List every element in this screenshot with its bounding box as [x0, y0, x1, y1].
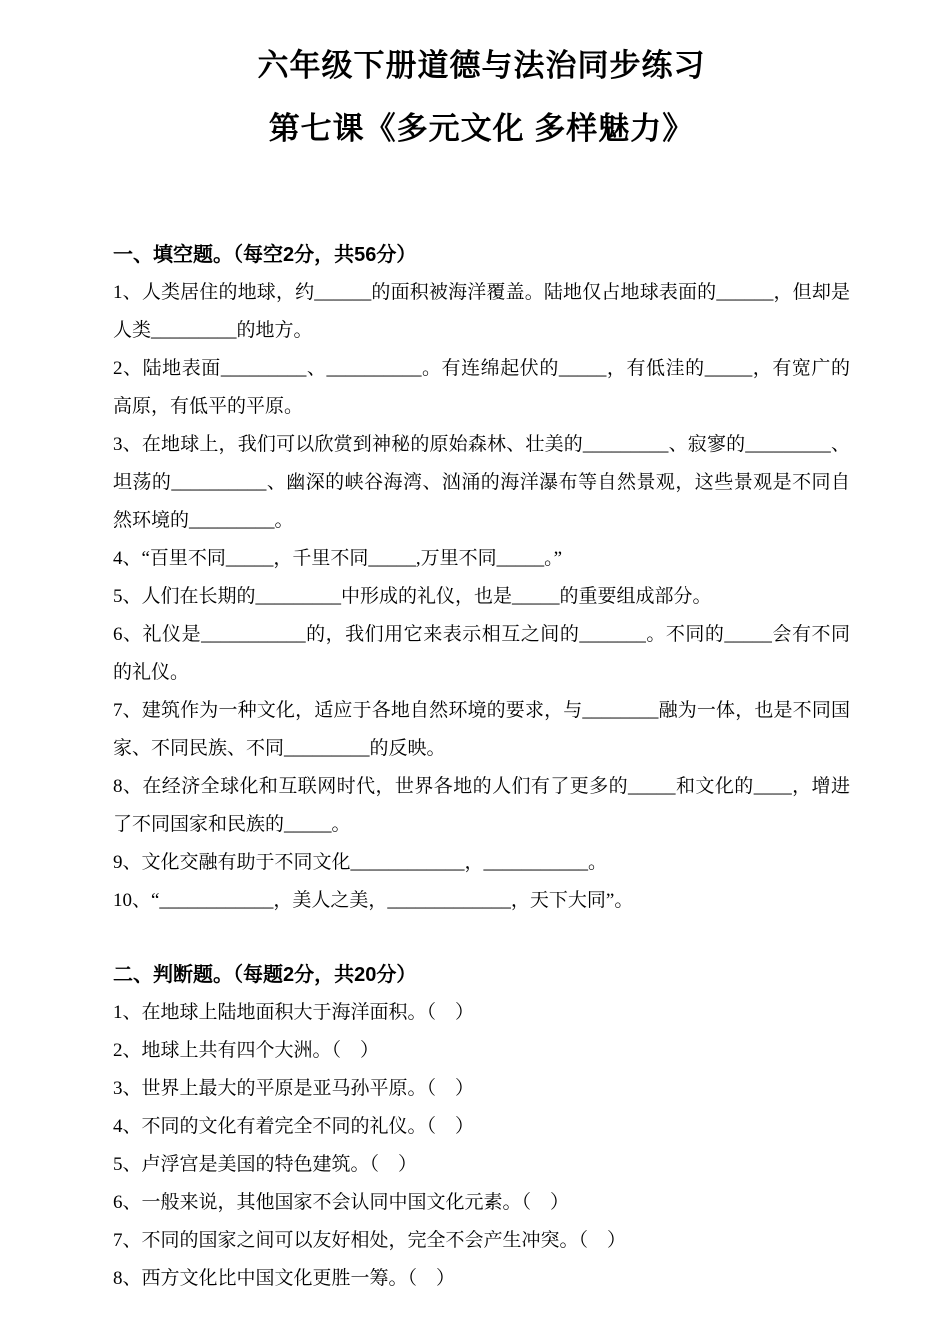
section-true-false: [113, 956, 850, 1298]
fill-question-10: 10、“____________，美人之美，_____________，天下大同”。: [113, 890, 634, 911]
fill-section-heading: 一、填空题。（每空2分，共56分）: [113, 244, 417, 266]
judge-question-4: 4、不同的文化有着完全不同的礼仪。（ ）: [113, 1116, 475, 1137]
fill-question-3: 3、在地球上，我们可以欣赏到神秘的原始森林、壮美的_________、寂寥的_________、坦荡的__________、幽深的峡谷海湾、汹涌的海洋瀑布等自然景观，这些景观是不同自然环境的_________。: [113, 434, 850, 531]
fill-question-5: 5、人们在长期的_________中形成的礼仪，也是_____的重要组成部分。: [113, 586, 712, 607]
fill-question-8: 8、在经济全球化和互联网时代，世界各地的人们有了更多的_____和文化的____，增进了不同国家和民族的_____。: [113, 776, 850, 835]
fill-question-2: 2、陆地表面_________、__________。有连绵起伏的_____，有低洼的_____，有宽广的高原，有低平的平原。: [113, 358, 850, 417]
fill-question-4: 4、“百里不同_____，千里不同_____,万里不同_____。”: [113, 548, 563, 569]
judge-section-heading: 二、判断题。（每题2分，共20分）: [113, 964, 417, 986]
judge-question-3: 3、世界上最大的平原是亚马孙平原。（ ）: [113, 1078, 475, 1099]
fill-question-6: 6、礼仪是___________的，我们用它来表示相互之间的_______。不同的_____会有不同的礼仪。: [113, 624, 850, 683]
judge-question-1: 1、在地球上陆地面积大于海洋面积。（ ）: [113, 1002, 475, 1023]
section-fill-in-blanks: [113, 236, 850, 920]
judge-question-8: 8、西方文化比中国文化更胜一筹。（ ）: [113, 1268, 456, 1289]
judge-question-6: 6、一般来说，其他国家不会认同中国文化元素。（ ）: [113, 1192, 570, 1213]
page-title: 六年级下册道德与法治同步练习: [257, 48, 706, 83]
fill-question-7: 7、建筑作为一种文化，适应于各地自然环境的要求，与________融为一体，也是不同国家、不同民族、不同_________的反映。: [113, 700, 850, 759]
fill-question-1: 1、人类居住的地球，约______的面积被海洋覆盖。陆地仅占地球表面的______，但却是人类_________的地方。: [113, 282, 850, 341]
fill-question-9: 9、文化交融有助于不同文化____________，___________。: [113, 852, 608, 873]
page-subtitle: 第七课《多元文化 多样魅力》: [268, 111, 695, 146]
judge-question-5: 5、卢浮宫是美国的特色建筑。（ ）: [113, 1154, 418, 1175]
judge-question-7: 7、不同的国家之间可以友好相处，完全不会产生冲突。（ ）: [113, 1230, 627, 1251]
judge-question-2: 2、地球上共有四个大洲。（ ）: [113, 1040, 380, 1061]
